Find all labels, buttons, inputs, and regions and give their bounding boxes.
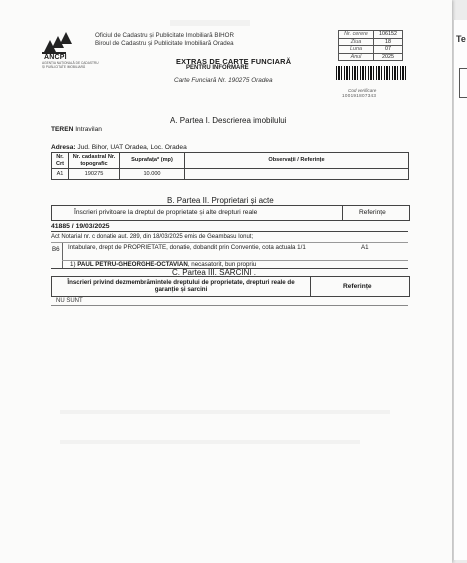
entry-text: Intabulare, drept de PROPRIETATE, donatie, dobandit prin Conventie, cota actuala 1/1 — [68, 244, 306, 251]
no-encumbrances-text: NU SUNT — [56, 298, 83, 304]
office-line-2: Biroul de Cadastru și Publicitate Imobiliară Oradea — [95, 40, 234, 47]
next-page-peek-text: Te — [456, 34, 466, 44]
table-header-row — [52, 153, 409, 169]
part1-heading: A. Partea I. Descrierea imobilului — [170, 116, 287, 125]
table-cell — [185, 169, 409, 180]
meta-value: 106152 — [374, 31, 403, 39]
teren-value: Intravilan — [75, 126, 102, 133]
barcode-icon — [336, 66, 408, 80]
inscription-number: 41885 / 19/03/2025 — [51, 223, 110, 230]
carte-funciara-number: Carte Funciară Nr. 190275 Oradea — [174, 77, 273, 84]
meta-row — [339, 38, 403, 46]
meta-label: Anul — [339, 53, 374, 61]
table-cell: 190275 — [69, 169, 120, 180]
column-header: Observații / Referințe — [185, 153, 409, 169]
meta-value: 07 — [374, 46, 403, 54]
bleed-through — [60, 440, 360, 444]
meta-value: 18 — [374, 38, 403, 46]
table-row — [52, 169, 409, 180]
meta-label: Luna — [339, 46, 374, 54]
part2-heading: B. Partea II. Proprietari și acte — [167, 196, 274, 205]
next-page-box — [459, 68, 467, 98]
property-table — [51, 152, 409, 180]
table-cell: 10.000 — [120, 169, 185, 180]
next-page-edge — [453, 20, 467, 560]
meta-row — [339, 31, 403, 39]
column-header: Suprafața* (mp) — [120, 153, 185, 169]
adresa-label: Adresa: — [51, 144, 76, 151]
bleed-through — [170, 20, 250, 26]
owner-name: PAUL PETRU-GHEORGHE-OCTAVIAN — [77, 261, 188, 268]
table-cell: A1 — [52, 169, 69, 180]
part2-header-left: Înscrieri privitoare la dreptul de proprietate și alte drepturi reale — [74, 209, 258, 216]
owner-entry — [70, 261, 256, 268]
divider — [310, 277, 311, 296]
verification-code: 100191807343 — [342, 93, 377, 98]
divider — [342, 206, 343, 220]
adresa-value: Jud. Bihor, UAT Oradea, Loc. Oradea — [77, 144, 187, 151]
property-address — [51, 144, 187, 151]
entry-id: B6 — [52, 246, 60, 253]
divider — [51, 231, 408, 232]
office-line-1: Oficiul de Cadastru și Publicitate Imobiliară BIHOR — [95, 32, 234, 39]
part3-heading: C. Partea III. SARCINI . — [172, 268, 257, 277]
meta-label: Ziua — [339, 38, 374, 46]
meta-value: 2025 — [374, 53, 403, 61]
column-header: Nr. Crt — [52, 153, 69, 169]
part3-header-right: Referințe — [343, 283, 372, 290]
request-info-table — [338, 30, 403, 61]
property-type — [51, 126, 102, 133]
column-header: Nr. cadastral Nr. topografic — [69, 153, 120, 169]
owner-details: , necasatorit, bun propriu — [187, 261, 257, 268]
entry-reference: A1 — [361, 244, 369, 251]
agency-full-name: AGENȚIA NAȚIONALĂ DE CADASTRU ȘI PUBLICITATE IMOBILIARĂ — [42, 61, 99, 69]
teren-label: TEREN — [51, 126, 74, 133]
part3-header-box — [51, 276, 410, 297]
owner-index: 1) — [70, 261, 76, 268]
part3-header-left: Înscrieri privind dezmembrămintele dreptului de proprietate, drepturi reale de garanție și sarcini — [67, 279, 295, 294]
divider — [51, 305, 408, 306]
meta-row — [339, 53, 403, 61]
notarial-act: Act Notarial nr. c donatie aut. 289, din 18/03/2025 emis de Geambasu Ionut; — [51, 234, 254, 240]
part2-header-right: Referințe — [359, 209, 386, 216]
document-subtitle: PENTRU INFORMARE — [186, 65, 249, 71]
verification-code-label: Cod verificare — [348, 88, 377, 93]
meta-label: Nr. cerere — [339, 31, 374, 39]
part2-header-box — [51, 205, 410, 221]
divider — [51, 242, 408, 243]
divider — [62, 243, 63, 269]
document-title: EXTRAS DE CARTE FUNCIARĂ — [176, 57, 292, 66]
meta-row — [339, 46, 403, 54]
bleed-through — [60, 410, 390, 414]
agency-short-name: ANCPI — [44, 54, 67, 61]
